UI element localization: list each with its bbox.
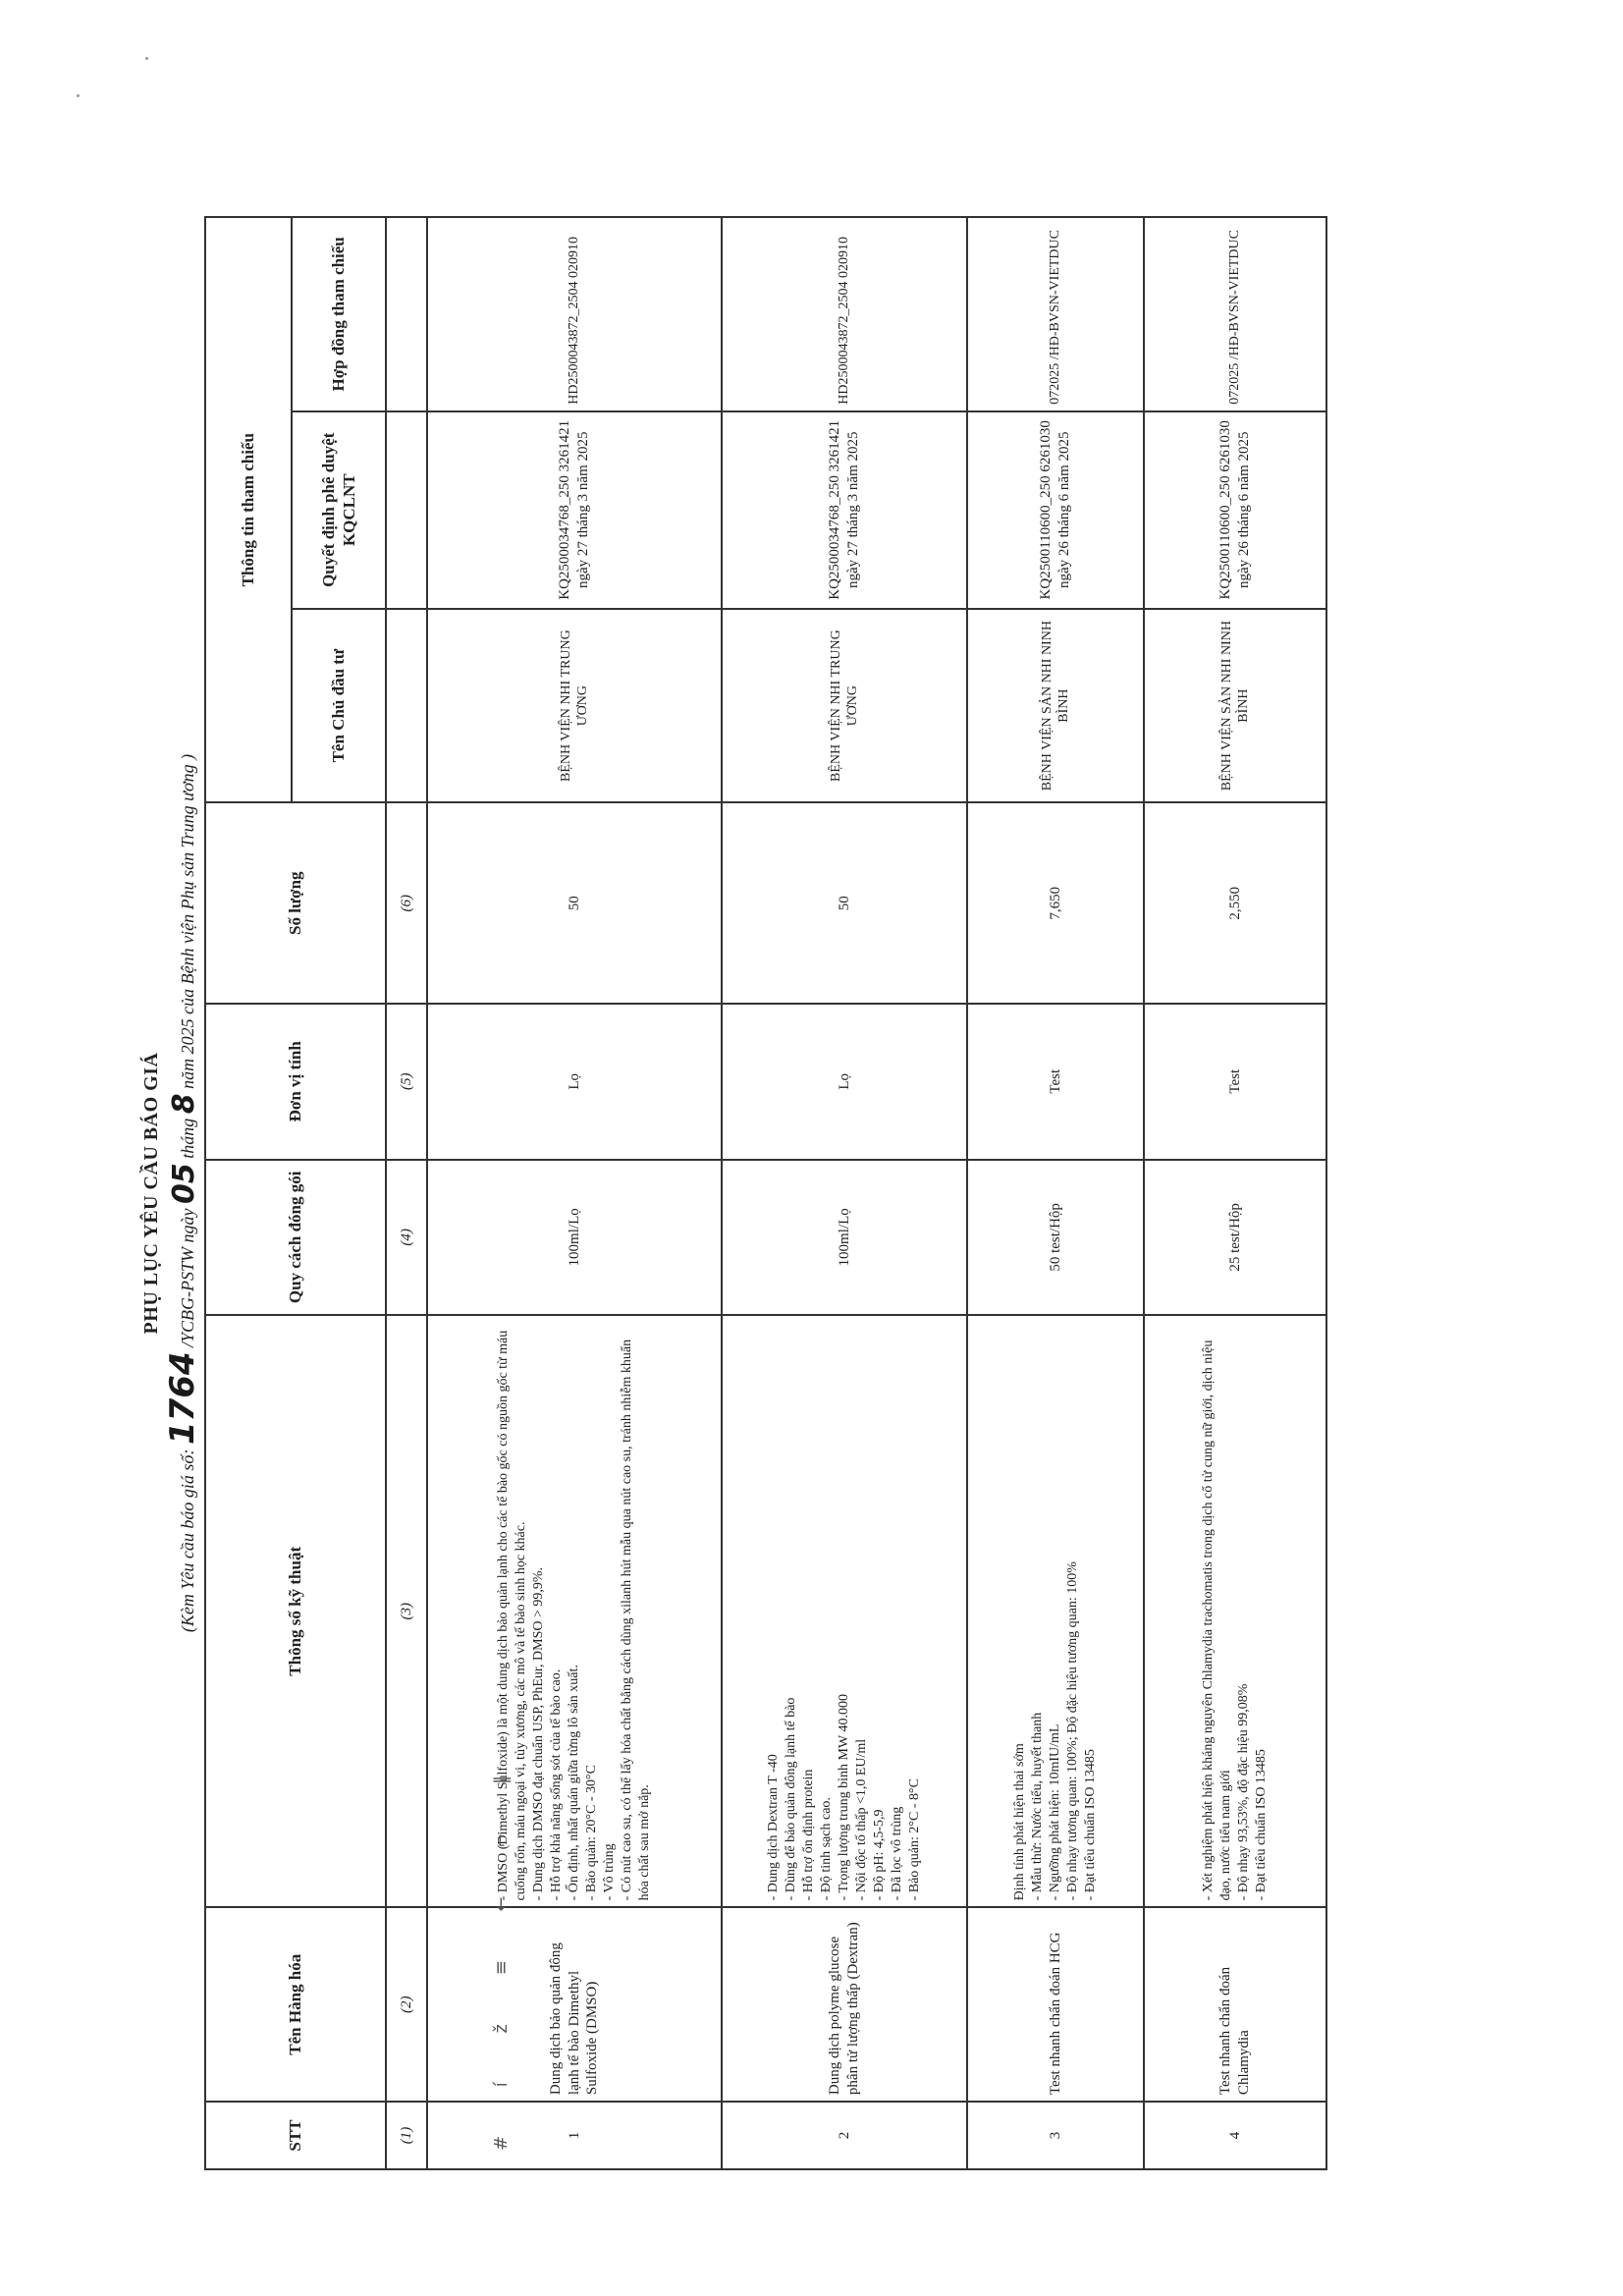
cell-name: Test nhanh chẩn đoán HCG xyxy=(967,1907,1144,2102)
header-investor: Tên Chủ đầu tư xyxy=(292,609,386,803)
cell-contract: HD2500043872_2504 020910 xyxy=(722,217,967,411)
column-number: (4) xyxy=(386,1160,427,1316)
cell-unit: Lọ xyxy=(427,1004,722,1160)
column-number-row xyxy=(386,217,427,2169)
quotation-table xyxy=(204,216,1327,2170)
column-number: (5) xyxy=(386,1004,427,1160)
cell-unit: Test xyxy=(967,1004,1144,1160)
cell-contract: HD2500043872_2504 020910 xyxy=(427,217,722,411)
spec-line: - Bảo quản: 20°C - 30°C xyxy=(583,1765,599,1901)
cell-quantity: 50 xyxy=(722,802,967,1004)
spec-line: - Ngưỡng phát hiện: 10mIU/mL xyxy=(1048,1723,1063,1901)
spec-line: - Hỗ trợ khả năng sống sót của tế bào cao. xyxy=(549,1668,565,1901)
cell-investor: BỆNH VIỆN NHI TRUNG ƯƠNG xyxy=(427,609,722,803)
cell-packing: 50 test/Hộp xyxy=(967,1160,1144,1316)
cell-name: Dung dịch bảo quản đông lạnh tế bào Dimethyl Sulfoxide (DMSO) xyxy=(427,1907,722,2102)
header-contract: Hợp đồng tham chiếu xyxy=(292,217,386,411)
column-number-empty xyxy=(386,609,427,803)
scan-speck xyxy=(145,57,148,60)
handwritten-month: 8 xyxy=(167,1093,201,1115)
header-quantity: Số lượng xyxy=(205,802,386,1004)
scan-speck xyxy=(77,94,80,97)
cell-stt: 4 xyxy=(1144,2102,1326,2169)
spec-line: - Mẫu thử: Nước tiểu, huyết thanh xyxy=(1030,1712,1046,1901)
cell-unit: Test xyxy=(1144,1004,1326,1160)
column-number: (6) xyxy=(386,802,427,1004)
spec-line: - Đạt tiêu chuẩn ISO 13485 xyxy=(1082,1749,1098,1901)
document-subtitle xyxy=(165,216,200,2170)
spec-line: - Bảo quản: 2°C - 8°C xyxy=(906,1778,922,1901)
cell-spec xyxy=(427,1315,722,1907)
column-number-empty xyxy=(386,217,427,411)
header-name: Tên Hàng hóa xyxy=(205,1907,386,2102)
cell-name: Test nhanh chẩn đoán Chlamydia xyxy=(1144,1907,1326,2102)
cell-decision: KQ2500110600_250 6261030 ngày 26 tháng 6 năm 2025 xyxy=(967,411,1144,609)
spec-line: - Độ tinh sạch cao. xyxy=(819,1797,835,1901)
subtitle-suffix: năm 2025 của Bệnh viện Phụ sản Trung ương ) xyxy=(178,753,197,1089)
subtitle-prefix: (Kèm Yêu cầu báo giá số: xyxy=(178,1449,197,1633)
header-packing: Quy cách đóng gói xyxy=(205,1160,386,1316)
cell-packing: 100ml/Lọ xyxy=(427,1160,722,1316)
spec-line: - Dung dịch DMSO đạt chuẩn USP, PhEur, DMSO > 99,9%. xyxy=(531,1566,547,1901)
spec-line: - DMSO (Dimethyl Sulfoxide) là một dung dịch bảo quản lạnh cho các tế bào gốc có nguồn gốc từ máu cuống rốn, máu ngoại vi, tủy xương, các mô và tế bào sinh học khác. xyxy=(496,1330,529,1901)
handwritten-day: 05 xyxy=(167,1163,201,1204)
spec-line: - Độ pH: 4,5-5,9 xyxy=(871,1809,887,1901)
cell-packing: 100ml/Lọ xyxy=(722,1160,967,1316)
cell-quantity: 7,650 xyxy=(967,802,1144,1004)
cell-stt: 1 xyxy=(427,2102,722,2169)
spec-line: - Hỗ trợ ổn định protein xyxy=(801,1769,817,1901)
header-stt: STT xyxy=(205,2102,386,2169)
header-decision: Quyết định phê duyệt KQCLNT xyxy=(292,411,386,609)
cell-stt: 3 xyxy=(967,2102,1144,2169)
cell-contract: 072025 /HĐ-BVSN-VIETDUC xyxy=(967,217,1144,411)
spec-line: - Có nút cao su, có thể lấy hóa chất bằng cách dùng xilanh hút mẫu qua nút cao su, tránh nhiễm khuẩn hóa chất sau mở nắp. xyxy=(619,1339,652,1901)
spec-line: - Vô trùng xyxy=(601,1843,617,1901)
spec-line: - Đã lọc vô trùng xyxy=(889,1806,904,1901)
cell-name: Dung dịch polyme glucose phân tử lượng thấp (Dextran) xyxy=(722,1907,967,2102)
cell-spec xyxy=(967,1315,1144,1907)
spec-line: - Xét nghiệm phát hiện kháng nguyên Chlamydia trachomatis trong dịch cổ tử cung nữ giới, dịch niệu đạo, nước tiểu nam giới xyxy=(1201,1339,1234,1901)
cell-spec xyxy=(722,1315,967,1907)
spec-line: Định tính phát hiện thai sớm xyxy=(1012,1743,1028,1901)
column-number: (1) xyxy=(386,2102,427,2169)
subtitle-month-word: tháng xyxy=(178,1118,197,1159)
spec-line: - Độ nhạy 93,53%, độ đặc hiệu 99,08% xyxy=(1236,1683,1251,1901)
cell-stt: 2 xyxy=(722,2102,967,2169)
cell-decision: KQ2500034768_250 3261421 ngày 27 tháng 3 năm 2025 xyxy=(722,411,967,609)
cell-spec xyxy=(1144,1315,1326,1907)
rotated-document xyxy=(137,216,1443,2170)
cell-contract: 072025 /HĐ-BVSN-VIETDUC xyxy=(1144,217,1326,411)
spec-line: - Đạt tiêu chuẩn ISO 13485 xyxy=(1253,1749,1269,1901)
header-row-1 xyxy=(205,217,292,2169)
table-row xyxy=(427,217,722,2169)
subtitle-code: /YCBG-PSTW ngày xyxy=(178,1208,197,1347)
table-row xyxy=(1144,217,1326,2169)
cell-quantity: 2,550 xyxy=(1144,802,1326,1004)
header-unit: Đơn vị tính xyxy=(205,1004,386,1160)
column-number: (2) xyxy=(386,1907,427,2102)
cell-investor: BỆNH VIỆN NHI TRUNG ƯƠNG xyxy=(722,609,967,803)
spec-line: - Dung dịch Dextran T -40 xyxy=(766,1754,782,1901)
column-number-empty xyxy=(386,411,427,609)
header-spec: Thông số kỹ thuật xyxy=(205,1315,386,1907)
spec-line: - Nội độc tố thấp <1,0 EU/ml xyxy=(853,1738,869,1901)
cell-investor: BỆNH VIỆN SẢN NHI NINH BÌNH xyxy=(967,609,1144,803)
spec-line: - Trọng lượng trung bình MW 40.000 xyxy=(837,1694,852,1901)
cell-quantity: 50 xyxy=(427,802,722,1004)
cell-decision: KQ2500110600_250 6261030 ngày 26 tháng 6 năm 2025 xyxy=(1144,411,1326,609)
cell-decision: KQ2500034768_250 3261421 ngày 27 tháng 3 năm 2025 xyxy=(427,411,722,609)
document-title: PHỤ LỤC YÊU CẦU BÁO GIÁ xyxy=(140,1052,162,1335)
cell-packing: 25 test/Hộp xyxy=(1144,1160,1326,1316)
header-reference-group: Thông tin tham chiếu xyxy=(205,217,292,802)
spec-line: - Dùng để bảo quản đông lạnh tế bào xyxy=(784,1697,799,1901)
spec-line: - Độ nhạy tương quan: 100%; Độ đặc hiệu tương quan: 100% xyxy=(1064,1561,1080,1901)
table-row xyxy=(967,217,1144,2169)
cell-unit: Lọ xyxy=(722,1004,967,1160)
cell-investor: BỆNH VIỆN SẢN NHI NINH BÌNH xyxy=(1144,609,1326,803)
handwritten-request-number: 1764 xyxy=(163,1351,202,1446)
scan-margin-marks: # í ž ≡ ← ⌐ ‖ xyxy=(491,1753,512,2151)
table-row xyxy=(722,217,967,2169)
column-number: (3) xyxy=(386,1315,427,1907)
spec-line: - Ổn định, nhất quán giữa từng lô sản xuất. xyxy=(567,1665,582,1901)
